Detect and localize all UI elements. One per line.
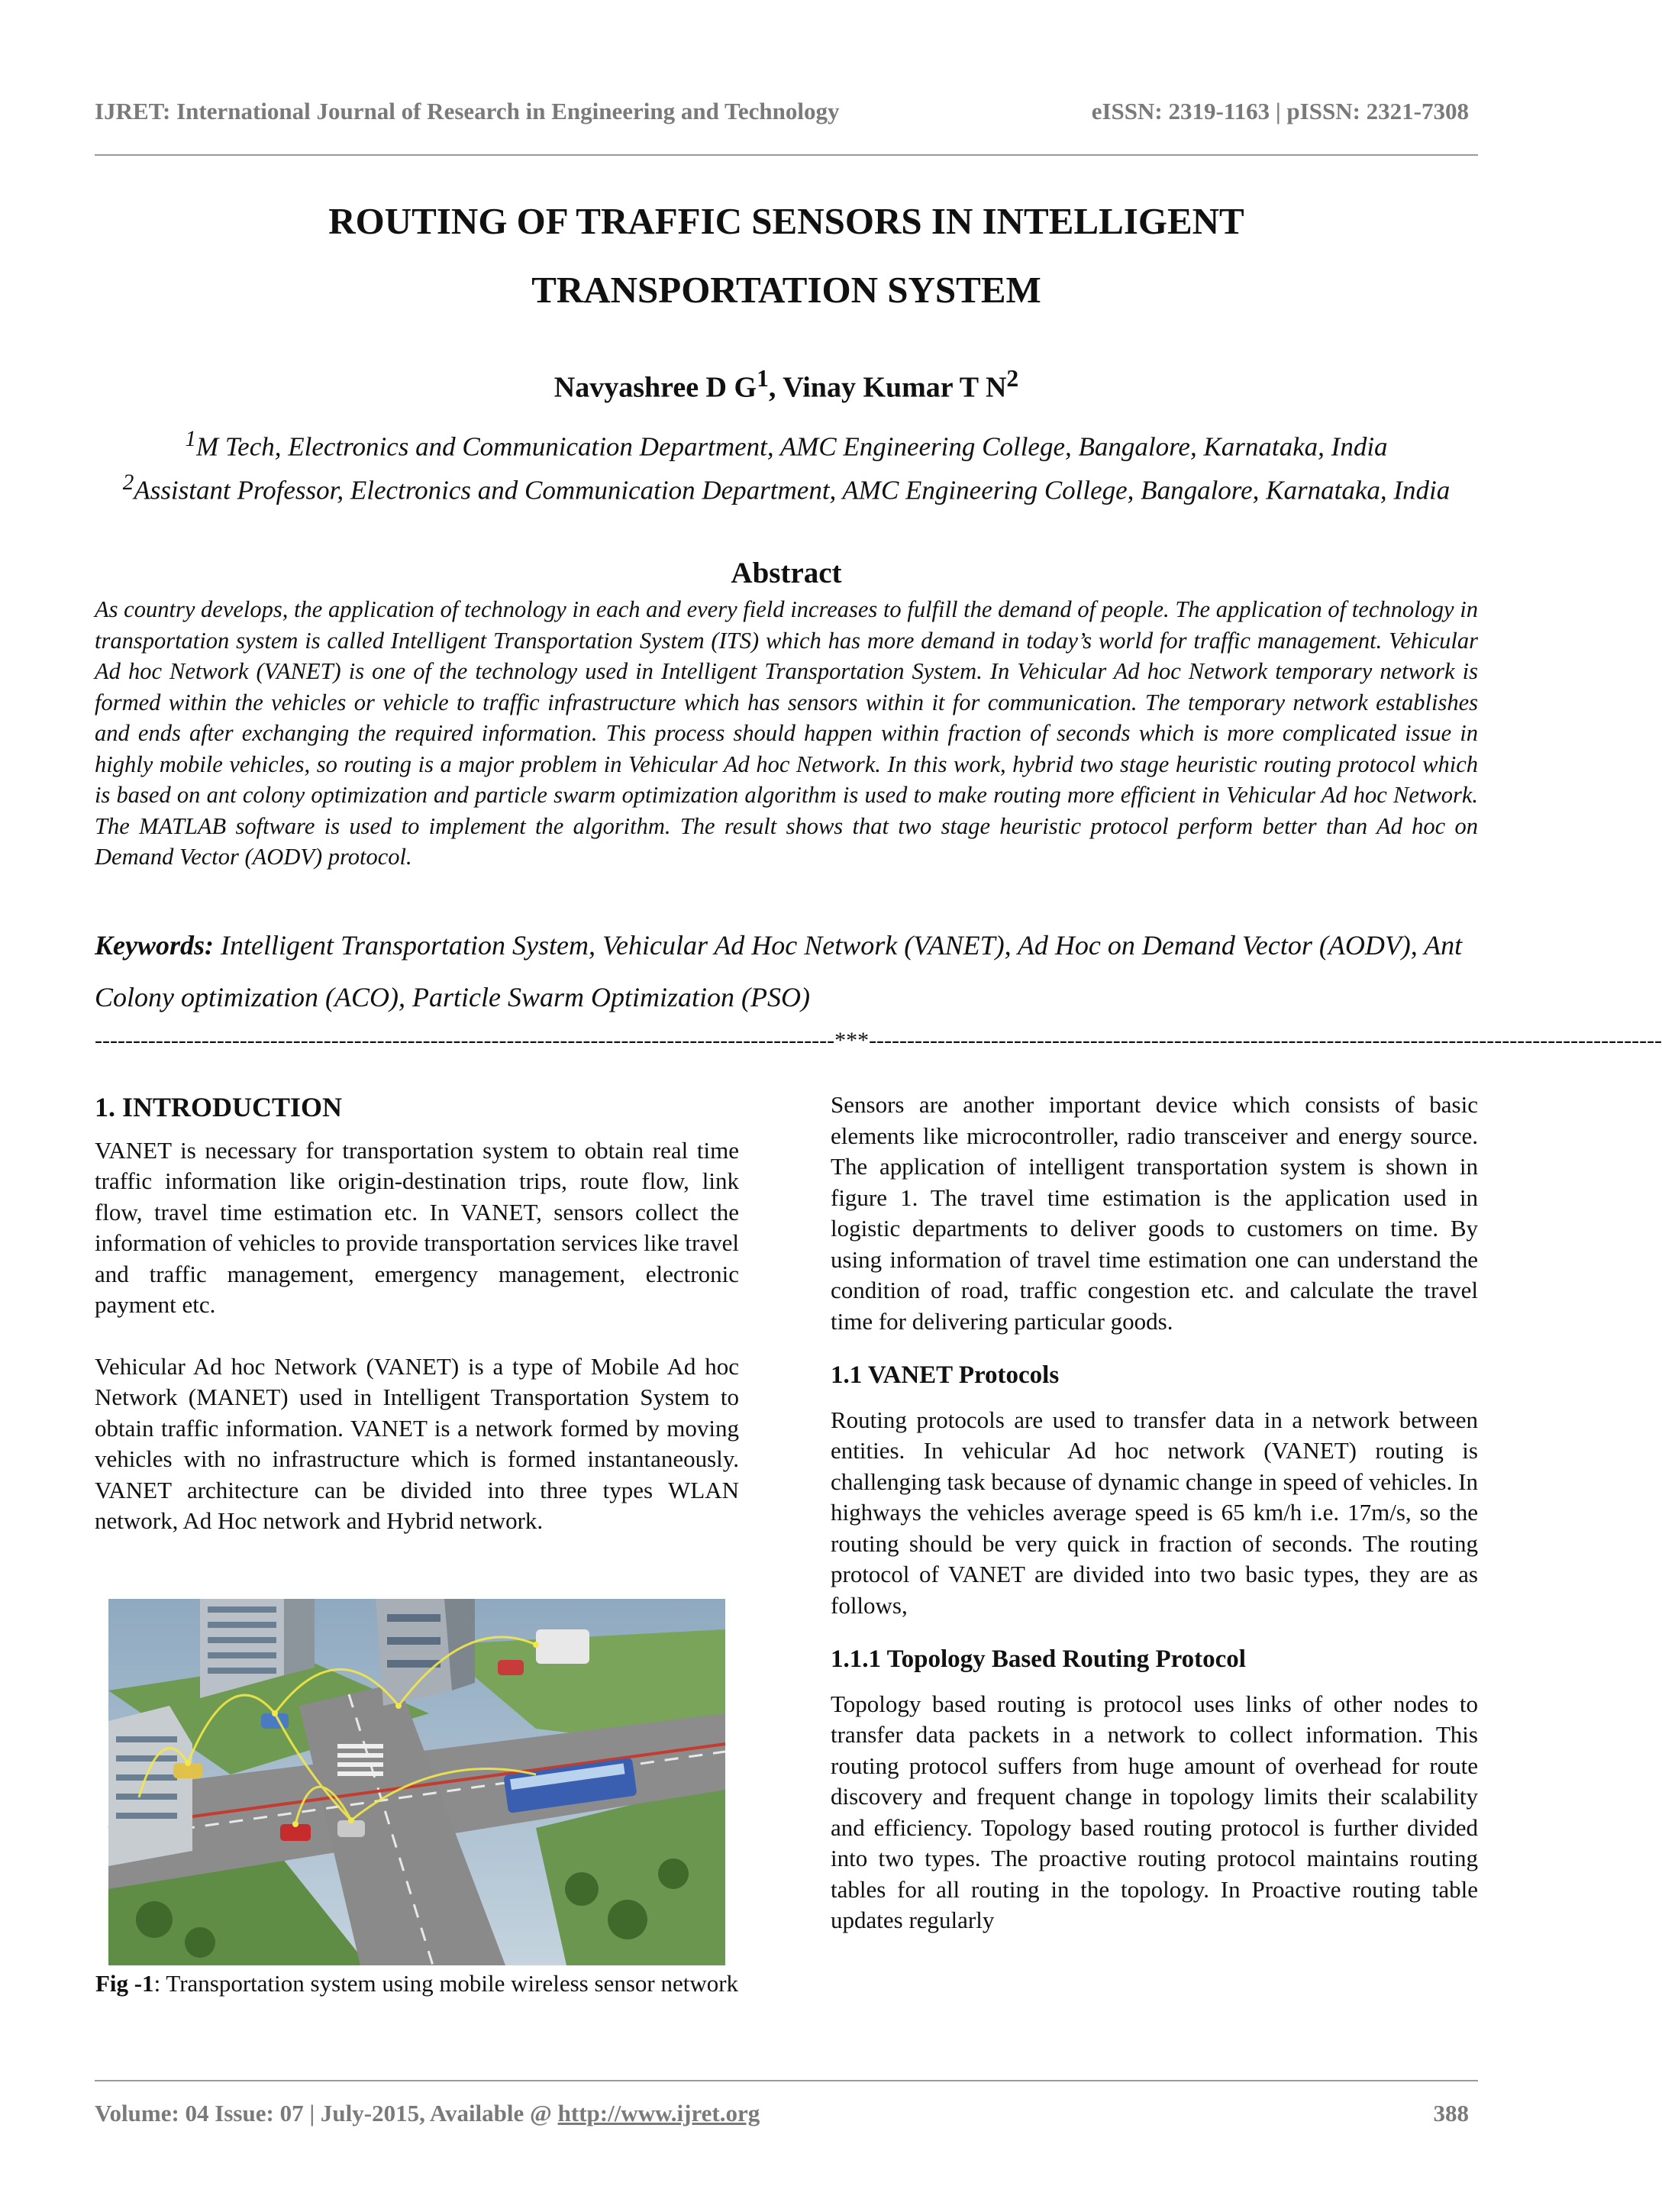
section-separator xyxy=(95,1028,1662,1054)
journal-name: IJRET: International Journal of Research in Engineering and Technology xyxy=(95,98,840,124)
footer-volume-text: Volume: 04 Issue: 07 | July-2015, Available @ xyxy=(95,2100,558,2126)
right-paragraph-3: Topology based routing is protocol uses links of other nodes to transfer data packets in a network to collect information. This routing protocol suffers from huge amount of overhead for route discovery and frequent change in topology limits their scalability and efficiency. Topology based routing protocol is further divided into two types. The proactive routing protocol maintains routing tables for all routing in the topology. In Proactive routing table updates regularly xyxy=(831,1690,1478,1933)
footer-rule xyxy=(95,2080,1478,2081)
keywords xyxy=(95,919,1478,1023)
author-separator: , xyxy=(768,371,783,404)
separator-dashes-left: ------------------------------------------------------------------------------------------------- xyxy=(95,1028,835,1053)
page-number: 388 xyxy=(1433,2100,1469,2126)
right-column xyxy=(831,1090,1478,1936)
vanet-illustration xyxy=(108,1599,725,1965)
header-rule xyxy=(95,154,1478,156)
affiliation-2 xyxy=(90,465,1483,509)
journal-url-link[interactable]: http://www.ijret.org xyxy=(557,2100,760,2126)
vanet-protocols-heading: 1.1 VANET Protocols xyxy=(831,1361,1060,1389)
authors xyxy=(95,365,1478,405)
figure-caption-text: : Transportation system using mobile wireless sensor network xyxy=(153,1970,739,1997)
title-line-1: ROUTING OF TRAFFIC SENSORS IN INTELLIGENT xyxy=(328,200,1244,242)
paper-title xyxy=(95,187,1478,325)
right-paragraph-2: Routing protocols are used to transfer data in a network between entities. In vehicular Ad hoc network (VANET) routing is challenging task because of dynamic change in speed of vehicles. In highways the vehicles average speed is 65 km/h i.e. 17m/s, so the routing should be very quick in fraction of seconds. The routing protocol of VANET are divided into two basic types, they are as follows, xyxy=(831,1406,1478,1619)
affiliations xyxy=(90,421,1483,508)
right-paragraph-1: Sensors are another important device which consists of basic elements like microcontroller, radio transceiver and energy source. The application of intelligent transportation system is shown in figure 1. The travel time estimation is the application used in logistic departments to deliver goods to customers on time. By using information of travel time estimation one can understand the condition of road, traffic congestion etc. and calculate the travel time for delivering particular goods. xyxy=(831,1091,1478,1335)
intro-paragraph-1: VANET is necessary for transportation system to obtain real time traffic information like origin-destination trips, route flow, link flow, travel time estimation etc. In VANET, sensors collect the information of vehicles to provide transportation services like travel and traffic management, emergency management, electronic payment etc. xyxy=(95,1136,739,1318)
affiliation-2-sup: 2 xyxy=(122,470,134,495)
figure-1-caption xyxy=(95,1968,739,1999)
figure-1-image xyxy=(108,1599,725,1965)
footer-volume xyxy=(95,2100,760,2127)
left-column xyxy=(95,1092,739,1537)
keywords-text: Intelligent Transportation System, Vehicular Ad Hoc Network (VANET), Ad Hoc on Demand Vector (AODV), Ant Colony optimization (ACO), Particle Swarm Optimization (PSO) xyxy=(95,930,1463,1012)
keywords-label: Keywords: xyxy=(95,930,214,961)
abstract-heading: Abstract xyxy=(731,557,842,589)
topology-routing-heading: 1.1.1 Topology Based Routing Protocol xyxy=(831,1645,1246,1673)
introduction-heading: 1. INTRODUCTION xyxy=(95,1092,343,1122)
affiliation-1 xyxy=(90,421,1483,465)
figure-caption-label: Fig -1 xyxy=(95,1970,154,1997)
issn: eISSN: 2319-1163 | pISSN: 2321-7308 xyxy=(1091,98,1469,124)
affiliation-2-text: Assistant Professor, Electronics and Communication Department, AMC Engineering College, Bangalore, Karnataka, India xyxy=(134,475,1451,505)
abstract-text: As country develops, the application of technology in each and every field increases to fulfill the demand of people. The application of technology in transportation system is called Intelligent Transportation System (ITS) which has more demand in today’s world for traffic management. Vehicular Ad hoc Network (VANET) is one of the technology used in Intelligent Transportation System. In Vehicular Ad hoc Network temporary network is formed within the vehicles or vehicle to traffic infrastructure which has sensors within it for communication. The temporary network establishes and ends after exchanging the required information. This process should happen within fraction of seconds which is more complicated issue in highly mobile vehicles, so routing is a major problem in Vehicular Ad hoc Network. In this work, hybrid two stage heuristic routing protocol which is based on ant colony optimization and particle swarm optimization algorithm is used to make routing more efficient in Vehicular Ad hoc Network. The MATLAB software is used to implement the algorithm. The result shows that two stage heuristic protocol perform better than Ad hoc on Demand Vector (AODV) protocol. xyxy=(95,596,1478,870)
author-2-sup: 2 xyxy=(1006,365,1019,392)
author-1-sup: 1 xyxy=(757,365,769,392)
author-2: Vinay Kumar T N xyxy=(783,371,1007,404)
title-line-2: TRANSPORTATION SYSTEM xyxy=(531,269,1041,311)
separator-stars: *** xyxy=(834,1028,870,1053)
affiliation-1-text: M Tech, Electronics and Communication Department, AMC Engineering College, Bangalore, Karnataka, India xyxy=(196,431,1388,462)
author-1: Navyashree D G xyxy=(553,371,757,404)
affiliation-1-sup: 1 xyxy=(185,427,196,451)
intro-paragraph-2: Vehicular Ad hoc Network (VANET) is a type of Mobile Ad hoc Network (MANET) used in Intelligent Transportation System to obtain traffic information. VANET is a network formed by moving vehicles with no infrastructure which is formed instantaneously. VANET architecture can be divided into three types WLAN network, Ad Hoc network and Hybrid network. xyxy=(95,1352,739,1534)
separator-dashes-right: -------------------------------------------------------------------------------------------------------- xyxy=(869,1028,1662,1053)
